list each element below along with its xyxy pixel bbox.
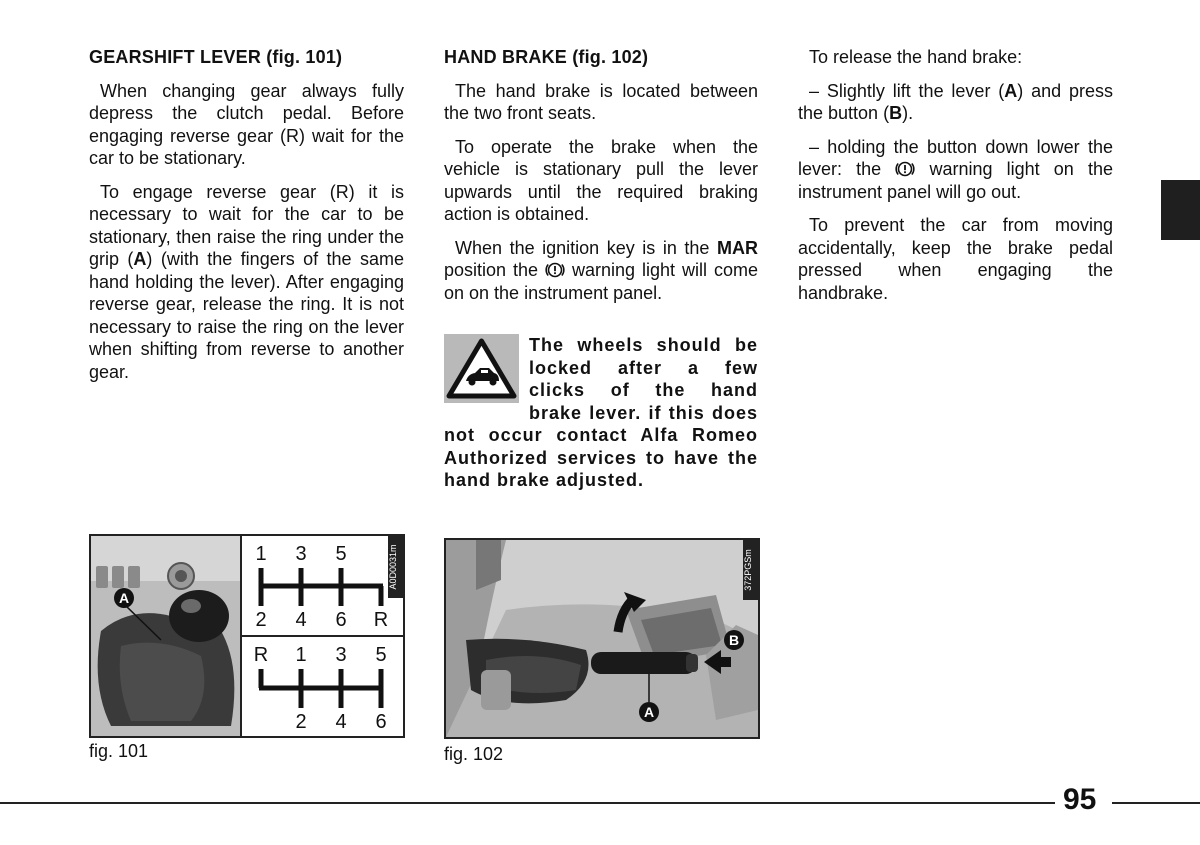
hand-brake-heading: HAND BRAKE (fig. 102) [444, 47, 649, 67]
gearshift-illustration [91, 536, 403, 736]
gear-label: 2 [295, 711, 307, 733]
brake-warning-icon [545, 260, 565, 280]
gear-label: 1 [295, 644, 307, 666]
footer-rule-right [1112, 802, 1200, 804]
figure-102 [444, 538, 760, 739]
warning-notice [444, 334, 758, 492]
gearshift-paragraph-1: When changing gear always fully depress the clutch pedal. Before engaging reverse gear (R) wait for the car to be stationary. [89, 80, 404, 168]
hand-brake-illustration [446, 540, 758, 737]
release-paragraph-2: – Slightly lift the lever (A) and press the button (B). [798, 80, 1114, 123]
hand-brake-paragraph-1: The hand brake is located between the two front seats. [444, 80, 758, 123]
page-number: 95 [1063, 783, 1097, 816]
label-a: A [118, 590, 130, 606]
hand-brake-paragraph-3: When the ignition key is in the MAR position the warning light will come on on the instrument panel. [444, 237, 758, 303]
gear-label: 6 [375, 711, 387, 733]
figure-101-caption: fig. 101 [89, 741, 149, 761]
release-paragraph-3: – holding the button down lower the lever: the warning light on the instrument panel will go out. [798, 136, 1113, 202]
warning-text: The wheels should be locked after a few clicks of the hand brake lever. if this does not occur contact Alfa Romeo Authorized services to have the hand brake adjusted. [444, 335, 758, 490]
gear-label: 3 [335, 644, 347, 666]
hand-brake-paragraph-2: To operate the brake when the vehicle is stationary pull the lever upwards until the required braking action is obtained. [444, 136, 758, 224]
gearshift-paragraph-2: To engage reverse gear (R) it is necessary to wait for the car to be stationary, then raise the ring under the grip (A) (with the fingers of the same hand holding the lever). After engaging reverse gear, release the ring. It is not necessary to raise the ring on the lever when shifting from reverse to another gear. [89, 181, 404, 382]
figure-101 [89, 534, 405, 738]
footer-rule-left [0, 802, 1055, 804]
column-release-brake [798, 46, 1113, 315]
release-paragraph-4: To prevent the car from moving accidentally, keep the brake pedal pressed when engaging the handbrake. [798, 215, 1113, 303]
label-b: B [728, 632, 740, 648]
section-tab [1161, 180, 1200, 240]
gear-label: 4 [335, 711, 347, 733]
gearshift-heading: GEARSHIFT LEVER (fig. 101) [89, 47, 343, 67]
gear-label: 1 [255, 543, 267, 565]
brake-warning-icon [895, 159, 915, 179]
gear-label: 5 [375, 644, 387, 666]
gear-label: 3 [295, 543, 307, 565]
gear-label: R [253, 644, 269, 666]
figure-102-caption: fig. 102 [444, 744, 504, 764]
gear-label: 6 [335, 609, 347, 631]
column-hand-brake [444, 46, 758, 315]
release-paragraph-1: To release the hand brake: [809, 47, 1023, 67]
gear-label: 5 [335, 543, 347, 565]
gear-label: 2 [255, 609, 267, 631]
gear-label: 4 [295, 609, 307, 631]
figure-code: 372PGSm [743, 549, 753, 591]
column-gearshift [89, 46, 404, 394]
label-a: A [643, 704, 655, 720]
car-skid-warning-icon [444, 334, 519, 403]
figure-code: A0D0031m [388, 544, 398, 590]
gear-label: R [373, 609, 389, 631]
